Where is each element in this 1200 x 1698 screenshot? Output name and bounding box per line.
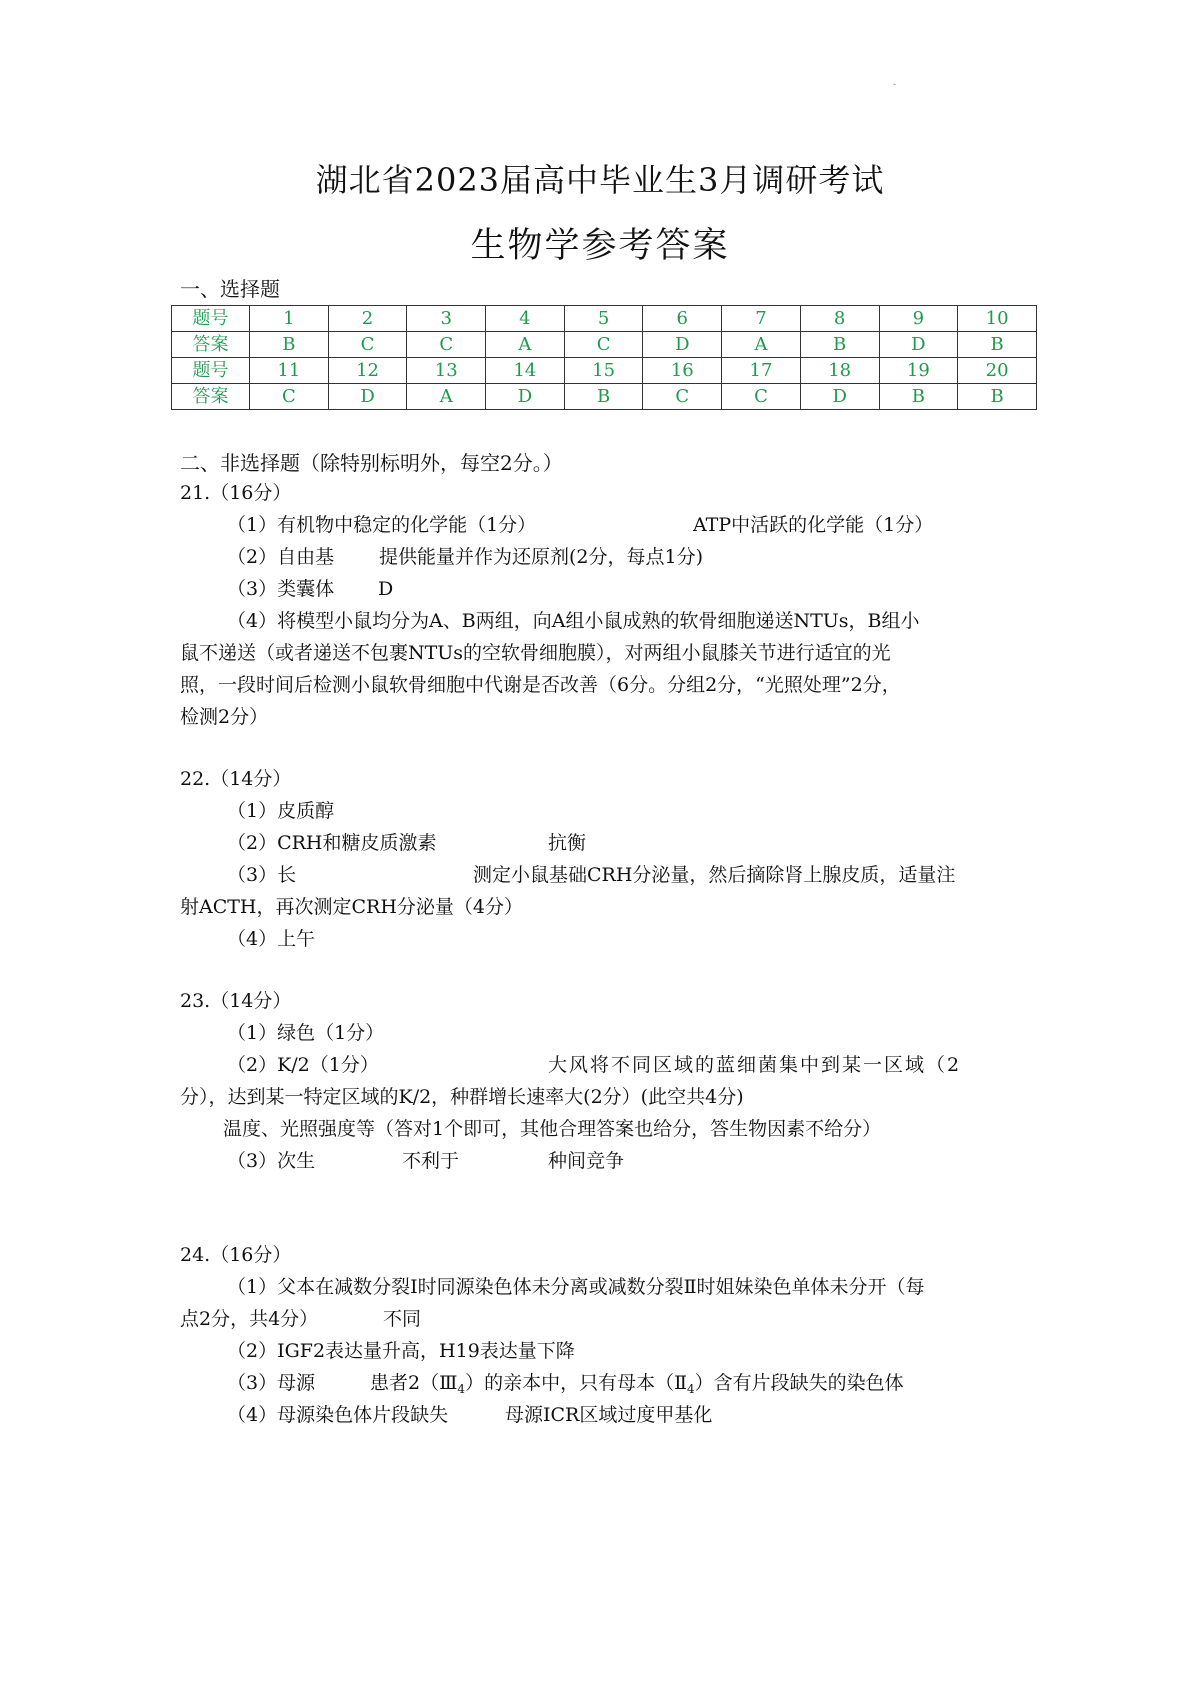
table-cell: 10 — [958, 306, 1037, 332]
table-cell: D — [879, 332, 958, 358]
q21-answer-2b: 提供能量并作为还原剂(2分，每点1分) — [379, 546, 704, 568]
table-row — [172, 384, 1037, 410]
q24-answer-2: （2）IGF2表达量升高，H19表达量下降 — [227, 1340, 575, 1362]
q21-answer-4-line2: 鼠不递送（或者递送不包裹NTUs的空软骨细胞膜），对两组小鼠膝关节进行适宜的光 — [180, 642, 891, 664]
q21-answer-1b: ATP中活跃的化学能（1分） — [693, 514, 934, 536]
table-cell: 12 — [328, 358, 407, 384]
table-cell: 15 — [564, 358, 643, 384]
q23-answer-2d: 温度、光照强度等（答对1个即可，其他合理答案也给分，答生物因素不给分） — [223, 1118, 882, 1140]
table-cell: D — [800, 384, 879, 410]
q22-answer-3c: 射ACTH，再次测定CRH分泌量（4分） — [180, 896, 524, 918]
table-row — [172, 332, 1037, 358]
table-cell: 19 — [879, 358, 958, 384]
q24-answer-3a: （3）母源 — [227, 1372, 316, 1394]
table-cell: 7 — [722, 306, 801, 332]
q23-answer-2a: （2）K/2（1分） — [227, 1054, 379, 1076]
q23-answer-3a: （3）次生 — [227, 1150, 316, 1172]
q21-answer-3a: （3）类囊体 — [227, 578, 335, 600]
section2-heading: 二、非选择题（除特别标明外，每空2分。） — [180, 451, 563, 475]
table-cell: D — [643, 332, 722, 358]
table-cell: B — [564, 384, 643, 410]
row-label: 答案 — [172, 332, 250, 358]
table-cell: C — [250, 384, 329, 410]
q23-heading: 23.（14分） — [180, 990, 292, 1012]
q23-answer-2c: 分），达到某一特定区域的K/2，种群增长速率大(2分）(此空共4分) — [180, 1086, 744, 1108]
table-cell: B — [958, 332, 1037, 358]
q23-answer-2b: 大风将不同区域的蓝细菌集中到某一区域（2 — [548, 1054, 962, 1076]
table-cell: 2 — [328, 306, 407, 332]
page-title: 湖北省2023届高中毕业生3月调研考试 — [315, 161, 885, 199]
table-cell: B — [879, 384, 958, 410]
q22-answer-4: （4）上午 — [227, 928, 316, 950]
q22-answer-1: （1）皮质醇 — [227, 800, 335, 822]
table-cell: 18 — [800, 358, 879, 384]
table-cell: 9 — [879, 306, 958, 332]
q21-answer-4-line4: 检测2分） — [180, 706, 269, 728]
table-cell: 5 — [564, 306, 643, 332]
table-cell: 14 — [486, 358, 565, 384]
page-subtitle: 生物学参考答案 — [470, 226, 730, 266]
table-cell: D — [328, 384, 407, 410]
table-cell: B — [958, 384, 1037, 410]
q23-answer-1: （1）绿色（1分） — [227, 1022, 385, 1044]
row-label: 题号 — [172, 358, 250, 384]
table-cell: A — [407, 384, 486, 410]
table-cell: C — [643, 384, 722, 410]
q22-answer-2b: 抗衡 — [548, 832, 587, 854]
row-label: 题号 — [172, 306, 250, 332]
table-cell: 17 — [722, 358, 801, 384]
table-cell: C — [407, 332, 486, 358]
table-cell: 4 — [486, 306, 565, 332]
q24-heading: 24.（16分） — [180, 1244, 292, 1266]
section1-heading: 一、选择题 — [180, 277, 280, 301]
table-cell: A — [486, 332, 565, 358]
q24-answer-1c: 不同 — [383, 1308, 422, 1330]
table-cell: 16 — [643, 358, 722, 384]
q21-answer-3b: D — [378, 578, 394, 600]
q21-answer-4-line1: （4）将模型小鼠均分为A、B两组，向A组小鼠成熟的软骨细胞递送NTUs，B组小 — [227, 610, 920, 632]
choice-answer-table — [171, 305, 1037, 410]
corner-mark: - — [893, 80, 897, 90]
table-row — [172, 306, 1037, 332]
q21-answer-4-line3: 照，一段时间后检测小鼠软骨细胞中代谢是否改善（6分。分组2分，“光照处理”2分， — [180, 674, 901, 696]
table-cell: A — [722, 332, 801, 358]
table-cell: 1 — [250, 306, 329, 332]
table-cell: 8 — [800, 306, 879, 332]
q23-answer-3b: 不利于 — [402, 1150, 460, 1172]
table-cell: 3 — [407, 306, 486, 332]
q21-answer-2a: （2）自由基 — [227, 546, 335, 568]
q24-answer-4b: 母源ICR区域过度甲基化 — [505, 1404, 713, 1426]
table-cell: 11 — [250, 358, 329, 384]
table-cell: C — [328, 332, 407, 358]
q24-answer-1a: （1）父本在减数分裂Ⅰ时同源染色体未分离或减数分裂Ⅱ时姐妹染色单体未分开（每 — [227, 1276, 925, 1298]
table-cell: B — [800, 332, 879, 358]
q24-answer-4a: （4）母源染色体片段缺失 — [227, 1404, 449, 1426]
q21-heading: 21.（16分） — [180, 482, 292, 504]
table-row — [172, 358, 1037, 384]
q22-answer-3a: （3）长 — [227, 864, 297, 886]
q23-answer-3c: 种间竞争 — [548, 1150, 625, 1172]
q22-heading: 22.（14分） — [180, 768, 292, 790]
q24-answer-1b: 点2分，共4分） — [180, 1308, 319, 1330]
table-cell: C — [564, 332, 643, 358]
q24-answer-3b: 患者$2(Ⅲ_4)$的亲本中，只有母本$(Ⅱ_4)$含有片段缺失的染色体 — [370, 1372, 904, 1396]
row-label: 答案 — [172, 384, 250, 410]
table-cell: 6 — [643, 306, 722, 332]
table-cell: 13 — [407, 358, 486, 384]
table-cell: C — [722, 384, 801, 410]
q21-answer-1a: （1）有机物中稳定的化学能（1分） — [227, 514, 537, 536]
table-cell: D — [486, 384, 565, 410]
q22-answer-2a: （2）CRH和糖皮质激素 — [227, 832, 437, 854]
table-cell: 20 — [958, 358, 1037, 384]
q22-answer-3b: 测定小鼠基础CRH分泌量，然后摘除肾上腺皮质，适量注 — [473, 864, 956, 886]
table-cell: B — [250, 332, 329, 358]
